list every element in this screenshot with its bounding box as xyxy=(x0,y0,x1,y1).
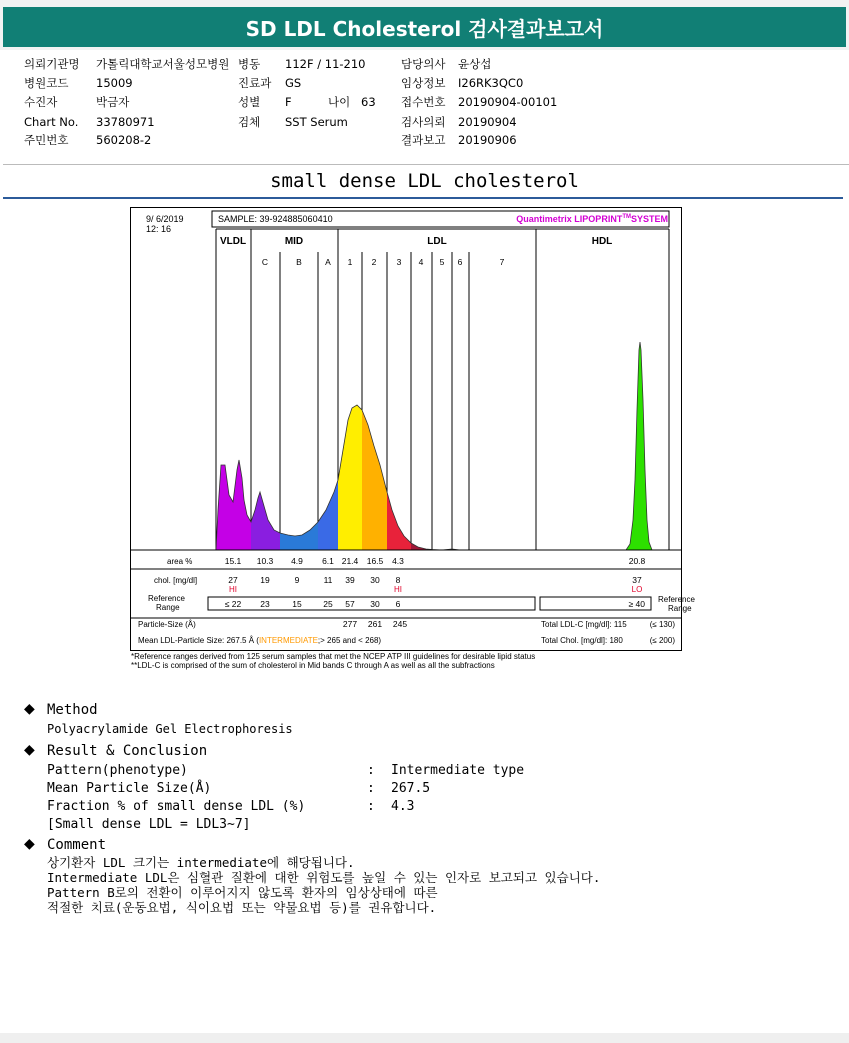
area-value: 20.8 xyxy=(628,556,646,566)
area-value: 16.5 xyxy=(366,556,384,566)
result-value: 4.3 xyxy=(391,799,415,814)
flag-lo: LO xyxy=(631,585,643,594)
total-chol-ref: (≤ 200) xyxy=(649,636,675,645)
info-label: 진료과 xyxy=(238,76,272,90)
ref-value: 30 xyxy=(370,599,380,609)
bottom-bar xyxy=(0,1033,849,1043)
footnote-2: **LDL-C is comprised of the sum of cholesterol in Mid bands C through A as well as all the subfractions xyxy=(131,661,495,670)
comment-bullet-icon: ◆ xyxy=(24,836,35,852)
result-colon: : xyxy=(367,799,375,814)
info-label: 병동 xyxy=(238,57,261,71)
ref-value: 6 xyxy=(395,599,401,609)
info-label: 성별 xyxy=(238,95,261,109)
band-label: C xyxy=(261,257,269,267)
comment-line: 적절한 치료(운동요법, 식이요법 또는 약물요법 등)를 권유합니다. xyxy=(47,900,437,915)
group-label: MID xyxy=(284,236,304,247)
info-label: 병원코드 xyxy=(24,76,69,90)
chol-value: 8 xyxy=(395,575,401,585)
info-value: 63 xyxy=(361,95,376,109)
comment-heading: Comment xyxy=(47,837,107,853)
result-value: 267.5 xyxy=(391,781,431,796)
band-label: 6 xyxy=(457,257,463,267)
ref-value: 57 xyxy=(345,599,355,609)
report-title: SD LDL Cholesterol 검사결과보고서 xyxy=(3,7,846,47)
chart-brand: Quantimetrix LIPOPRINT™SYSTEM xyxy=(516,214,668,224)
result-label: Fraction % of small dense LDL (%) xyxy=(47,799,306,814)
band-label: 3 xyxy=(396,257,402,267)
band-label: A xyxy=(325,257,331,267)
result-heading: Result & Conclusion xyxy=(47,743,208,759)
area-value: 4.3 xyxy=(392,556,404,566)
info-value: 560208-2 xyxy=(96,133,152,147)
ref-value: 23 xyxy=(260,599,270,609)
group-label: HDL xyxy=(591,236,613,247)
band-label: 2 xyxy=(371,257,377,267)
chart-date: 9/ 6/2019 xyxy=(146,214,184,224)
area-value: 10.3 xyxy=(256,556,274,566)
result-colon: : xyxy=(367,763,375,778)
section-underline xyxy=(3,197,843,199)
flag-hi: HI xyxy=(229,585,237,594)
info-label: 검체 xyxy=(238,115,261,129)
chart-sample: SAMPLE: 39-924885060410 xyxy=(218,214,333,224)
group-label: LDL xyxy=(427,236,447,247)
particle-value: 277 xyxy=(342,619,358,629)
info-divider xyxy=(3,164,849,165)
info-label: 접수번호 xyxy=(401,95,446,109)
section-title: small dense LDL cholesterol xyxy=(270,170,579,192)
total-ldl: Total LDL-C [mg/dl]: 115 xyxy=(541,620,627,629)
result-label: Pattern(phenotype) xyxy=(47,763,188,778)
area-value: 15.1 xyxy=(224,556,242,566)
info-label: 담당의사 xyxy=(401,57,446,71)
info-label: 결과보고 xyxy=(401,133,446,147)
flag-hi: HI xyxy=(394,585,402,594)
chol-value: 11 xyxy=(323,575,333,585)
info-label: 수진자 xyxy=(24,95,58,109)
result-bullet-icon: ◆ xyxy=(24,742,35,758)
chol-value: 30 xyxy=(370,575,380,585)
chart-time: 12: 16 xyxy=(146,224,172,234)
footnote-1: *Reference ranges derived from 125 serum samples that met the NCEP ATP III guidelines for desirable lipid status xyxy=(131,652,536,661)
area-value: 6.1 xyxy=(322,556,334,566)
info-value: 윤상섭 xyxy=(458,57,492,71)
band-label: 1 xyxy=(347,257,353,267)
particle-value: 245 xyxy=(392,619,408,629)
info-value: 박금자 xyxy=(96,95,130,109)
ref-value: 15 xyxy=(292,599,302,609)
chol-label: chol. [mg/dl] xyxy=(154,576,198,585)
info-value: 15009 xyxy=(96,76,133,90)
particle-label: Particle-Size (Å) xyxy=(138,620,196,629)
info-value: 112F / 11-210 xyxy=(285,57,366,71)
info-label: 검사의뢰 xyxy=(401,115,446,129)
info-label: 주민번호 xyxy=(24,133,69,147)
info-value: F xyxy=(285,95,292,109)
info-value: I26RK3QC0 xyxy=(458,76,524,90)
ref-value: ≤ 22 xyxy=(224,599,242,609)
lipoprint-chart xyxy=(130,207,695,652)
info-label: 나이 xyxy=(328,95,351,109)
comment-line: 상기환자 LDL 크기는 intermediate에 해당됩니다. xyxy=(47,855,355,870)
ref-label: Range xyxy=(156,603,180,612)
ref-label: Reference xyxy=(148,594,185,603)
chol-value: 19 xyxy=(260,575,270,585)
band-label: B xyxy=(296,257,302,267)
info-value: 20190904-00101 xyxy=(458,95,558,109)
method-text: Polyacrylamide Gel Electrophoresis xyxy=(47,722,293,736)
chol-value: 9 xyxy=(294,575,300,585)
area-label: area % xyxy=(167,557,193,566)
ref-value: ≥ 40 xyxy=(628,599,645,609)
info-value: 가톨릭대학교서울성모병원 xyxy=(96,57,230,71)
chol-value: 39 xyxy=(345,575,355,585)
result-colon: : xyxy=(367,781,375,796)
ref-label-right: Reference xyxy=(658,595,695,604)
band-label: 5 xyxy=(439,257,445,267)
info-value: 20190904 xyxy=(458,115,517,129)
info-value: GS xyxy=(285,76,302,90)
band-label: 7 xyxy=(499,257,505,267)
ref-value: 25 xyxy=(323,599,333,609)
chol-value: 27 xyxy=(228,575,238,585)
comment-line: Intermediate LDL은 심혈관 질환에 대한 위험도를 높일 수 있는 인자로 보고되고 있습니다. xyxy=(47,870,601,885)
total-ldl-ref: (≤ 130) xyxy=(649,620,675,629)
area-value: 21.4 xyxy=(341,556,359,566)
ref-label-right: Range xyxy=(668,604,692,613)
method-heading: Method xyxy=(47,702,98,718)
result-label: Mean Particle Size(Å) xyxy=(47,781,212,796)
particle-value: 261 xyxy=(367,619,383,629)
comment-line: Pattern B로의 전환이 이루어지지 않도록 환자의 임상상태에 따른 xyxy=(47,885,438,900)
band-label: 4 xyxy=(418,257,424,267)
info-value: SST Serum xyxy=(285,115,348,129)
area-value: 4.9 xyxy=(291,556,303,566)
info-label: 임상정보 xyxy=(401,76,446,90)
info-value: 33780971 xyxy=(96,115,155,129)
group-label: VLDL xyxy=(219,236,247,247)
mean-particle-size: Mean LDL-Particle Size: 267.5 Å (INTERMEDIATE;> 265 and < 268) xyxy=(138,636,382,645)
info-label: Chart No. xyxy=(24,115,79,129)
chol-value: 37 xyxy=(632,575,642,585)
total-chol: Total Chol. [mg/dl]: 180 xyxy=(541,636,623,645)
method-bullet-icon: ◆ xyxy=(24,701,35,717)
info-label: 의뢰기관명 xyxy=(24,57,80,71)
info-value: 20190906 xyxy=(458,133,517,147)
result-value: Intermediate type xyxy=(391,763,525,778)
result-note: [Small dense LDL = LDL3~7] xyxy=(47,817,251,832)
